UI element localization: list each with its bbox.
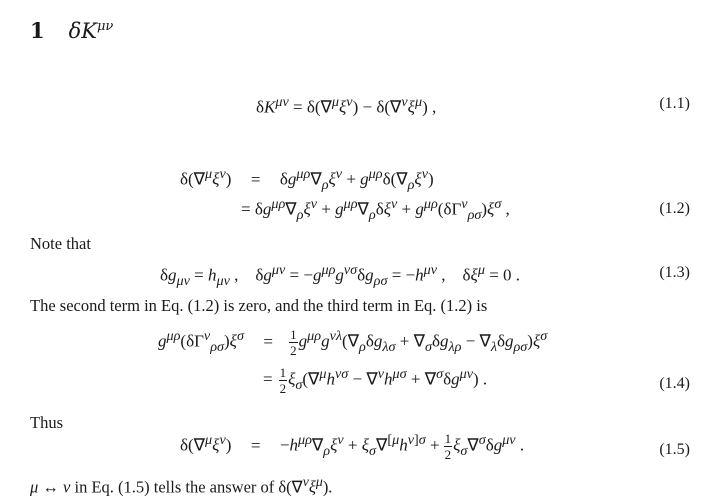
text-thus: Thus [30,413,63,432]
eq-number-1-2: (1.2) [659,200,690,217]
eq-number-1-5: (1.5) [659,441,690,458]
section-heading [30,18,113,43]
text-second-term: The second term in Eq. (1.2) is zero, and the third term in Eq. (1.2) is [30,296,488,315]
equation-1-2a: $\delta(\nabla^\mu\xi^\nu) = \delta g^{\mu\rho}\nabla_\rho\xi^\nu + g^{\mu\rho}\delta(\nabla_\rho\xi^\nu)$ [180,166,434,194]
eq-number-1-3: (1.3) [659,264,690,281]
text-note: Note that [30,234,91,253]
equation-1-4a: $g^{\mu\rho}(\delta\Gamma^\nu_{\rho\sigma})\xi^\sigma$ = $\frac{1}{2}$ $g^{\mu\rho}g^{\nu\lambda}(\nabla_\rho\delta g_{\lambda\sigma} + \nabla_\sigma\delta g_{\lambda\rho} - \nabla_\lambda\delta g_{\rho\sigma})\xi^\sigma$ [158,327,548,359]
equation-1-4b: = $\frac{1}{2}$ $\xi_\sigma(\nabla^\mu h^{\nu\sigma} - \nabla^\nu h^{\mu\sigma} + \nabla^\sigma\delta g^{\mu\nu})$ . [263,365,488,397]
equation-1-1: $\delta K^{\mu\nu} = \delta(\nabla^\mu\xi^\nu) - \delta(\nabla^\nu\xi^\mu)$ , [256,94,437,117]
equation-1-5: $\delta(\nabla^\mu\xi^\nu) = -h^{\mu\rho}\nabla_\rho\xi^\nu + \xi_\sigma\nabla^{[\mu}h^{\nu]\sigma}$ + $\frac{1}{2}$ $\xi_\sigma\nabla^\sigma\delta g^{\mu\nu}$ . [180,431,525,463]
text-final: μ ↔ ν in Eq. (1.5) tells the answer of $\delta(\nabla^\nu\xi^\mu)$. [30,474,333,497]
section-symbol: $\delta K^{\mu\nu}$ [68,19,114,43]
equation-1-2b: = $\delta g^{\mu\rho}\nabla_\rho\xi^\nu + g^{\mu\rho}\nabla_\rho\delta\xi^\nu + g^{\mu\rho}(\delta\Gamma^\nu_{\rho\sigma})\xi^\sigma$ , [241,196,510,224]
eq-number-1-4: (1.4) [659,375,690,392]
equation-1-3: $\delta g_{\mu\nu} = h_{\mu\nu}$ , $\delta g^{\mu\nu} = -g^{\mu\rho}g^{\nu\sigma}\delta g_{\rho\sigma} = -h^{\mu\nu}$ , $\delta\xi^\mu = 0$ . [160,262,521,290]
eq-number-1-1: (1.1) [659,95,690,112]
section-number: 1 [30,18,45,43]
